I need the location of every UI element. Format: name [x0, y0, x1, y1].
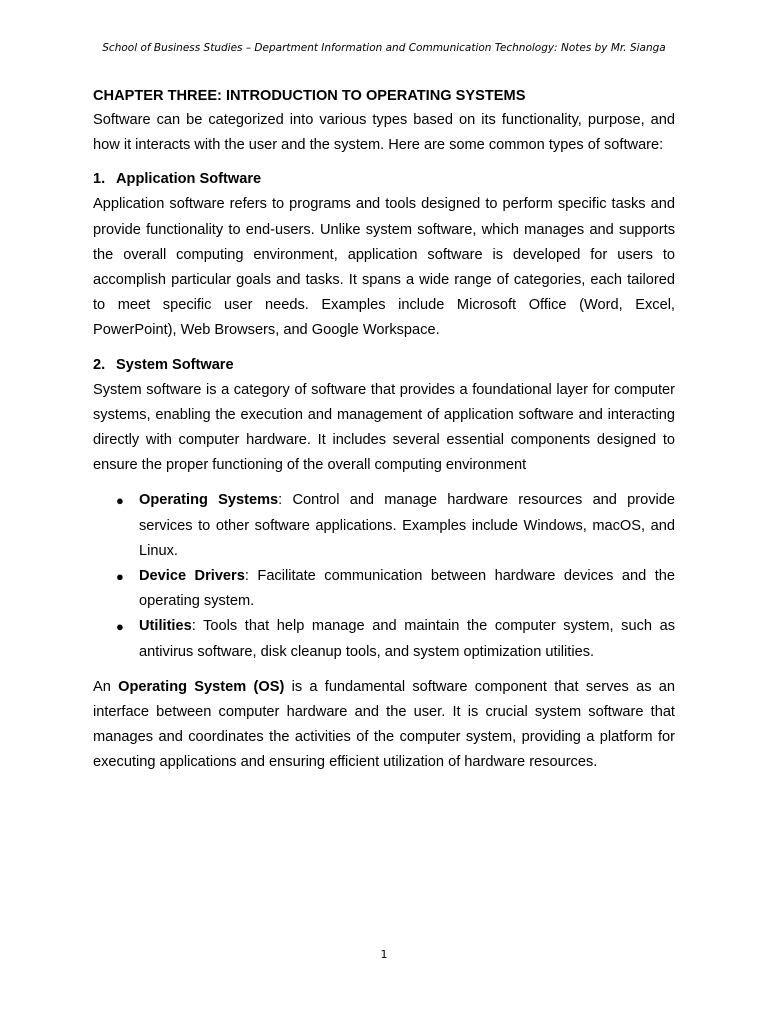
bullet-icon: ● — [116, 619, 124, 635]
list-item-text: : Tools that help manage and maintain the computer system, such as antivirus software, disk cleanup tools, and system optimization utilities. — [139, 618, 675, 660]
list-item-term: Utilities — [139, 618, 192, 635]
section-number: 1. — [93, 171, 106, 188]
list-item-device-drivers — [93, 564, 675, 614]
document-body — [93, 84, 675, 776]
os-term: Operating System (OS) — [118, 678, 285, 695]
os-definition: is a fundamental software component that serves as an interface between computer hardware and the user. It is crucial system software that manages and coordinates the activities of the computer system, providing a platform for executing applications and ensuring efficient utilization of hardware resources. — [93, 678, 676, 771]
section-title: System Software — [116, 356, 234, 373]
section-heading-application-software — [93, 167, 675, 192]
section-title: Application Software — [116, 171, 262, 188]
list-item-operating-systems — [93, 488, 675, 564]
list-item-text: : Facilitate communication between hardware devices and the operating system. — [139, 568, 675, 610]
os-lead: An — [93, 678, 119, 695]
bullet-icon: ● — [116, 493, 124, 509]
system-software-paragraph: System software is a category of software that provides a foundational layer for computer systems, enabling the execution and management of application software and interacting directly with computer hardware. It includes several essential components designed to ensure the proper functioning of the overall computing environment — [93, 381, 675, 474]
list-item-utilities — [93, 614, 675, 664]
bullet-icon: ● — [116, 569, 124, 585]
system-software-components-list — [93, 488, 675, 664]
list-item-term: Operating Systems — [139, 492, 279, 509]
list-item-text: : Control and manage hardware resources and provide services to other software applications. Examples include Windows, macOS, and Linux. — [139, 492, 675, 559]
page-number: 1 — [380, 948, 388, 961]
application-software-paragraph: Application software refers to programs and tools designed to perform specific tasks and provide functionality to end-users. Unlike system software, which manages and supports the overall computing environment, application software is developed for users to accomplish particular goals and tasks. It spans a wide range of categories, each tailored to meet specific user needs. Examples include Microsoft Office (Word, Excel, PowerPoint), Web Browsers, and Google Workspace. — [93, 196, 675, 339]
intro-paragraph: Software can be categorized into various types based on its functionality, purpose, and how it interacts with the user and the system. Here are some common types of software: — [93, 112, 675, 154]
page-header: School of Business Studies – Department Information and Communication Technology: Notes by Mr. Sianga — [102, 42, 666, 54]
section-number: 2. — [93, 356, 106, 373]
operating-system-paragraph — [93, 675, 675, 776]
list-item-term: Device Drivers — [139, 568, 245, 585]
chapter-title: CHAPTER THREE: INTRODUCTION TO OPERATING SYSTEMS — [93, 88, 526, 104]
section-heading-system-software — [93, 353, 675, 378]
